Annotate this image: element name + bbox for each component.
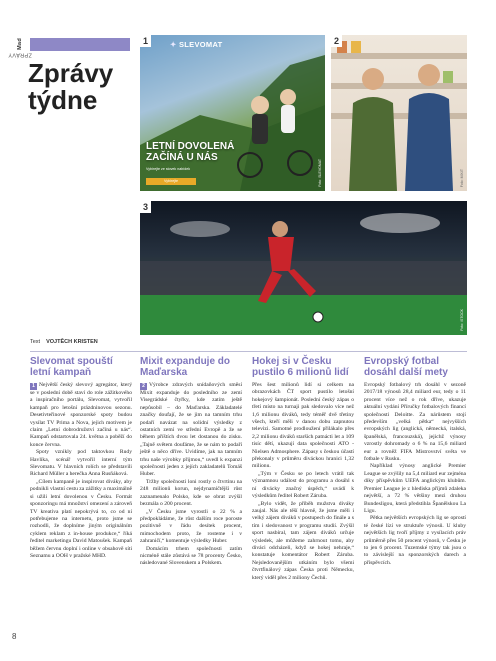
section-label: ZPRÁVY <box>8 51 32 58</box>
article-paragraph: Tržby společnosti loni rostly o čtvrtinu na 248 milionů korun, nejdynamičtější růst zaznamenalo Polsko, kde se obrat zvýšil bezmála o 200 procent. <box>140 478 242 508</box>
photo-mixit-founders <box>331 35 467 191</box>
section-divider <box>30 351 467 352</box>
article-paragraph: Například výnosy anglické Premier League se zvýšily na 5,4 miliard eur zejména díky příspěvkům UEFA anglickým klubům. Premier League je z hlediska příjmů zdaleka největší, a 72 % většiny mezi druhou Bundesligou, která předstihla Španělskou La Ligu. <box>364 463 466 514</box>
photo-number: 2 <box>331 35 342 47</box>
article-title: Mixit expanduje do Maďarska <box>140 356 231 378</box>
promo-logo: ✦ SLEVOMAT <box>170 40 222 49</box>
article-number-badge: 2 <box>140 383 147 390</box>
photo-number: 1 <box>140 35 151 47</box>
brand-label: Mad <box>16 38 23 50</box>
article-hockey <box>252 356 354 582</box>
photo-credit: Foto: SLEVOMAT <box>318 159 322 187</box>
article-paragraph: „Tým v Česku se po letech vrátil tak významnou událost do programu a dosáhl s ní divácky značný úspěch,“ uvádí k výsledkům ředitel Robert Záruba. <box>252 470 354 500</box>
article-paragraph: Největší český slevový agregátor, který se v poslední době staví do role zážitkového a inspiračního portálu, Slevomat, vytvořil kampaň pro letošní prázdninovou sezonu. Desetivteřinové sponzorské spoty budou vysílat TV Prima a Nova, jejich motivem je claim „Letní dobrodružství začíná u nás“. Kampaň odstartovala 24. května a poběží do konce června. <box>30 382 132 448</box>
section-sidebar <box>8 38 32 78</box>
photo-slevomat <box>140 35 325 191</box>
founders-illustration <box>331 35 467 191</box>
article-paragraph: Výrobce zdravých snídaňových směsí Mixit expanduje do posledního ze zemí Visegrádské čtyřky, kde zatím ještě nepůsobil – do Maďarska. Základatelé značky doufají, že se jim na tamním trhu podaří navázat na solidní výsledky z ostatních zemí ve střední Evropě a že se během příštích dvou let dostanou do zisku. „Tajně světem doufáme, že se nám to podaří ještě o něco dříve. Uvidíme, jak na tamním trhu naše výrobky přijmou,“ uvedl k expanzi společnosti jeden z jejích zakladatelů Tomáš Huber. <box>140 382 242 478</box>
article-title: Hokej si v Česku pustilo 6 milionů lidí <box>252 356 349 378</box>
article-title: Evropský fotbal dosáhl další mety <box>364 356 448 378</box>
page-number: 8 <box>12 632 17 641</box>
footballer-illustration <box>140 201 467 335</box>
photo-credit: Foto: MIXIT <box>460 168 464 187</box>
photo-credit: Foto: iSTOCK <box>460 309 464 331</box>
article-mixit <box>140 356 242 568</box>
byline <box>30 339 98 345</box>
article-paragraph: Evropský fotbalový trh dosáhl v sezoně 2017/18 výnosů 28,4 miliard eur, tedy o 11 procent více než o rok dříve, ukazuje aktuální vydání Příručky fotbalových financí společnosti Deloitte. Za nárůstem stojí především „velká pětka“ nejvyšších evropských lig (anglická, německá, italská, španělská, francouzská), jejichž výnosy vzrostly dohromady o 6 % na 15,6 miliard eur a rovněž FIFA Mistrovství světa ve fotbale v Rusku. <box>364 382 466 463</box>
article-paragraph: Spoty vznikly pod taktovkou Rudy Havlíka, scénář vytvořil interní tým Slevomatu. V hlavních rolích se představili Richard Müller a herečka Anna Rusňáková. <box>30 449 132 478</box>
article-number-badge: 1 <box>30 383 37 390</box>
article-paragraph: Domácím trhem společnosti zatím nicméně stále zůstává se 78 procenty Česko, následované Slovenskem a Polskem. <box>140 545 242 567</box>
byline-label: Text <box>30 339 41 345</box>
byline-author: VOJTĚCH KRISTEN <box>46 339 98 345</box>
page-title: Zprávy týdne <box>28 58 114 115</box>
article-title: Slevomat spouští letní kampaň <box>30 356 113 378</box>
article-football <box>364 356 466 567</box>
article-slevomat <box>30 356 132 560</box>
promo-subtext: Vybírejte ze stovek nabídek <box>146 167 191 171</box>
article-paragraph: „Bylo vidět, že příběh mužstva diváky zaujal. Nás ale těší hlavně, že jsme měli i velký zájem diváků v postupech do finále a s tím i sledovanost v programu studií. Zvýšil sport nasbíral, tam zájem diváků určuje výsledek, ale můžeme zahrnout tomu, aby diváci odcházeli, když se hokej nehraje,“ konstatuje komentátor Robert Záruba. Nejsledovanějším utkáním bylo všemi čtvrtfinálový zápas Česka proti Německu, který viděl přes 2 miliony Čechů. <box>252 500 354 581</box>
promo-button: Vybírejte <box>146 178 196 185</box>
article-paragraph: Pětka největších evropských lig se oprostí té české lízí ve struktuře výnosů. U kluby největších lig tvoří příjmy z vysílacích práv průměrně přes 50 procent výnosů, v Česku je to jen 6 procent. Tuzemské týmy tak jsou o to závislejší na sponzorských darech a příspěvcích. <box>364 515 466 566</box>
photo-number: 3 <box>140 201 151 213</box>
title-accent-bar <box>30 38 130 51</box>
article-paragraph: Přes šest milionů lidí si celkem na obrazovkách ČT sport pustilo letošní hokejový šampionát. Poslední český zápas o třetí místo na turnaji pak sledovalo více než 1,6 milionu diváků, tedy téměř dvě třetiny všech, kteří měli v danou dobu zapnutou televizi. Samotné prodloužení přilákalo přes 2,2 milionu diváků starších patnácti let a 109 tisíc dětí, ukazují data společnosti ATO - Nielsen Admosphere. Zápasy s českou účastí překonaly v průměru diváckou hranici 1,32 milionu. <box>252 382 354 470</box>
article-paragraph: „V Česku jsme vyrostli o 22 % a předpokládáme, že růst dalším roce poroste pozitivně v řádu desítek procent, mimochodem proto, že rosteme i v zahraničí,“ komentuje výsledky Huber. <box>140 508 242 545</box>
photo-football <box>140 201 467 335</box>
article-paragraph: „Cílem kampaně je inspirovat diváky, aby podnikli vlastní cestu za zážitky a maximálně si užili letní dovolenou v Česku. Formát sponzoringu má množství omezení a zároveň TV kreativa platí nepokrývá to, co od ní potřebujeme na internetu, proto jsme se rozhodli, že doplníme jiným originálním cyklem reklam z in-house produkce,“ říká ředitel marketingu David Matoušek. Kampaň běžem červnu doplní i online v obsahově síti Seznamu a OOH v pražské MHD. <box>30 478 132 559</box>
promo-headline: LETNÍ DOVOLENÁ ZAČÍNÁ U NÁS <box>146 141 235 163</box>
